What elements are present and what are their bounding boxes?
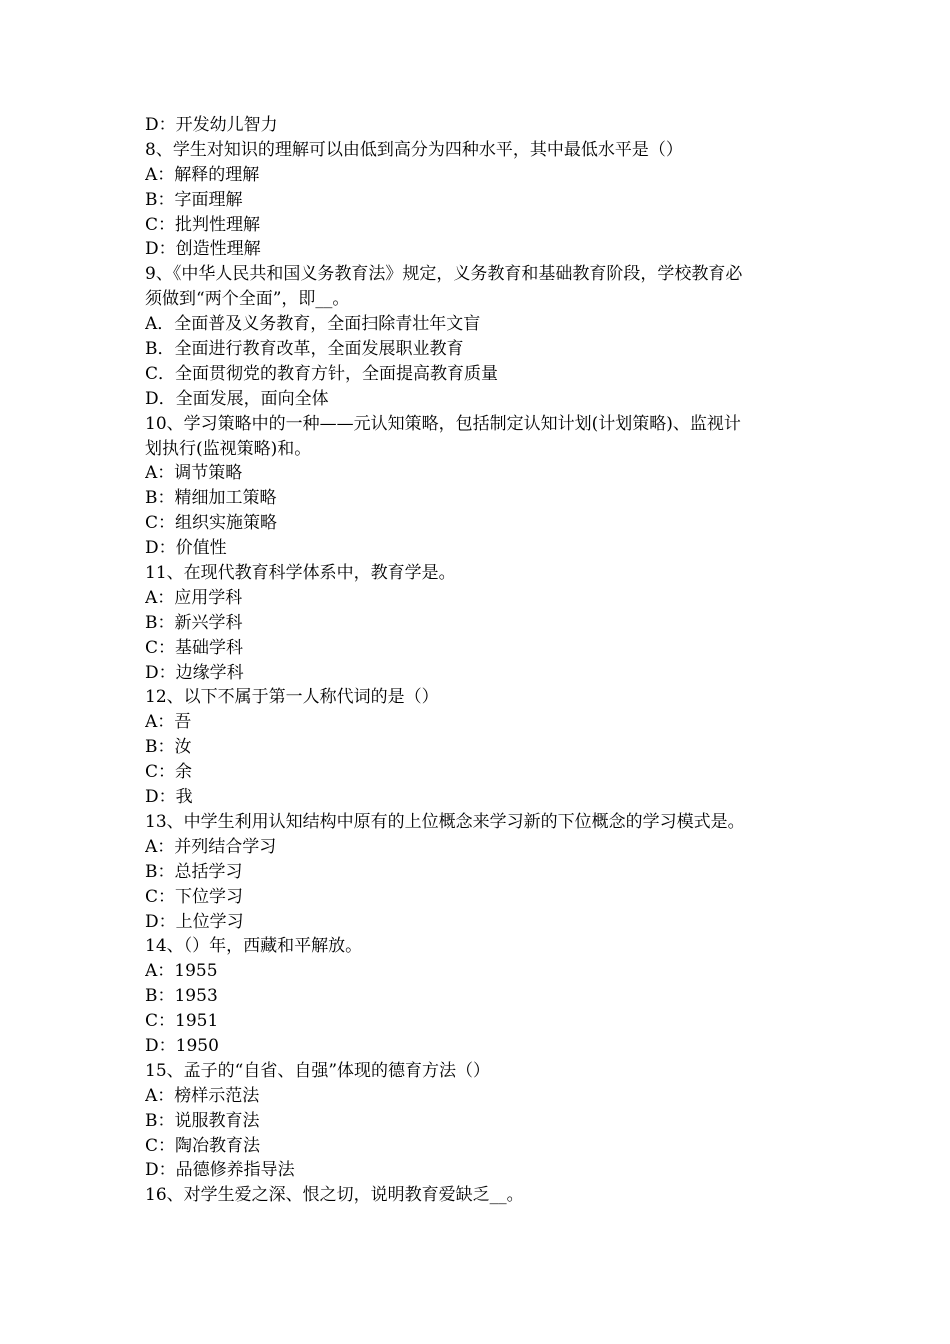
option-line: D：上位学习 (145, 911, 244, 932)
option-line: B：说服教育法 (145, 1110, 260, 1131)
option-line: D．全面发展，面向全体 (145, 388, 329, 409)
option-line: C．全面贯彻党的教育方针，全面提高教育质量 (145, 363, 499, 384)
option-line: B：新兴学科 (145, 612, 243, 633)
option-line: C：基础学科 (145, 637, 244, 658)
option-line: D：边缘学科 (145, 662, 244, 683)
option-line: B：总括学习 (145, 861, 243, 882)
option-line: B：字面理解 (145, 189, 243, 210)
question-10-cont: 划执行(监视策略)和。 (145, 438, 312, 459)
question-12: 12、以下不属于第一人称代词的是（） (145, 687, 439, 708)
option-line: D：品德修养指导法 (145, 1160, 295, 1181)
option-line: A．全面普及义务教育，全面扫除青壮年文盲 (145, 314, 481, 335)
option-line: D：1950 (145, 1035, 219, 1056)
option-line: B：精细加工策略 (145, 488, 277, 509)
option-line: C：批判性理解 (145, 214, 261, 235)
option-line: C：下位学习 (145, 886, 244, 907)
option-line: D：价值性 (145, 538, 227, 559)
option-line: A：解释的理解 (145, 164, 260, 185)
option-line: A：并列结合学习 (145, 836, 277, 857)
option-line: A：吾 (145, 712, 192, 733)
text-line: D：开发幼儿智力 (145, 115, 278, 135)
question-10: 10、学习策略中的一种——元认知策略，包括制定认知计划(计划策略)、监视计 (145, 413, 741, 434)
option-line: A：1955 (145, 961, 218, 982)
option-line: C：组织实施策略 (145, 513, 278, 534)
option-line: C：陶冶教育法 (145, 1135, 261, 1156)
question-9-cont: 须做到“两个全面”，即__。 (145, 289, 350, 310)
option-line: C：1951 (145, 1011, 219, 1032)
document-page (145, 113, 825, 1208)
option-line: B：1953 (145, 986, 218, 1007)
option-line: C：余 (145, 762, 193, 783)
option-line: B：汝 (145, 737, 192, 758)
question-13: 13、中学生利用认知结构中原有的上位概念来学习新的下位概念的学习模式是。 (145, 811, 745, 832)
option-line: D：我 (145, 787, 193, 808)
question-9: 9、《中华人民共和国义务教育法》规定，义务教育和基础教育阶段，学校教育必 (145, 264, 743, 285)
question-14: 14、（）年，西藏和平解放。 (145, 936, 363, 957)
option-line: A：应用学科 (145, 587, 243, 608)
option-line: B．全面进行教育改革，全面发展职业教育 (145, 339, 464, 360)
question-16: 16、对学生爱之深、恨之切，说明教育爱缺乏__。 (145, 1185, 524, 1206)
option-line: D：创造性理解 (145, 239, 261, 260)
option-line: A：调节策略 (145, 463, 243, 484)
option-line: A：榜样示范法 (145, 1085, 260, 1106)
question-11: 11、在现代教育科学体系中，教育学是。 (145, 563, 456, 584)
question-15: 15、孟子的“自省、自强”体现的德育方法（） (145, 1060, 491, 1081)
question-8: 8、学生对知识的理解可以由低到高分为四种水平，其中最低水平是（） (145, 139, 683, 160)
